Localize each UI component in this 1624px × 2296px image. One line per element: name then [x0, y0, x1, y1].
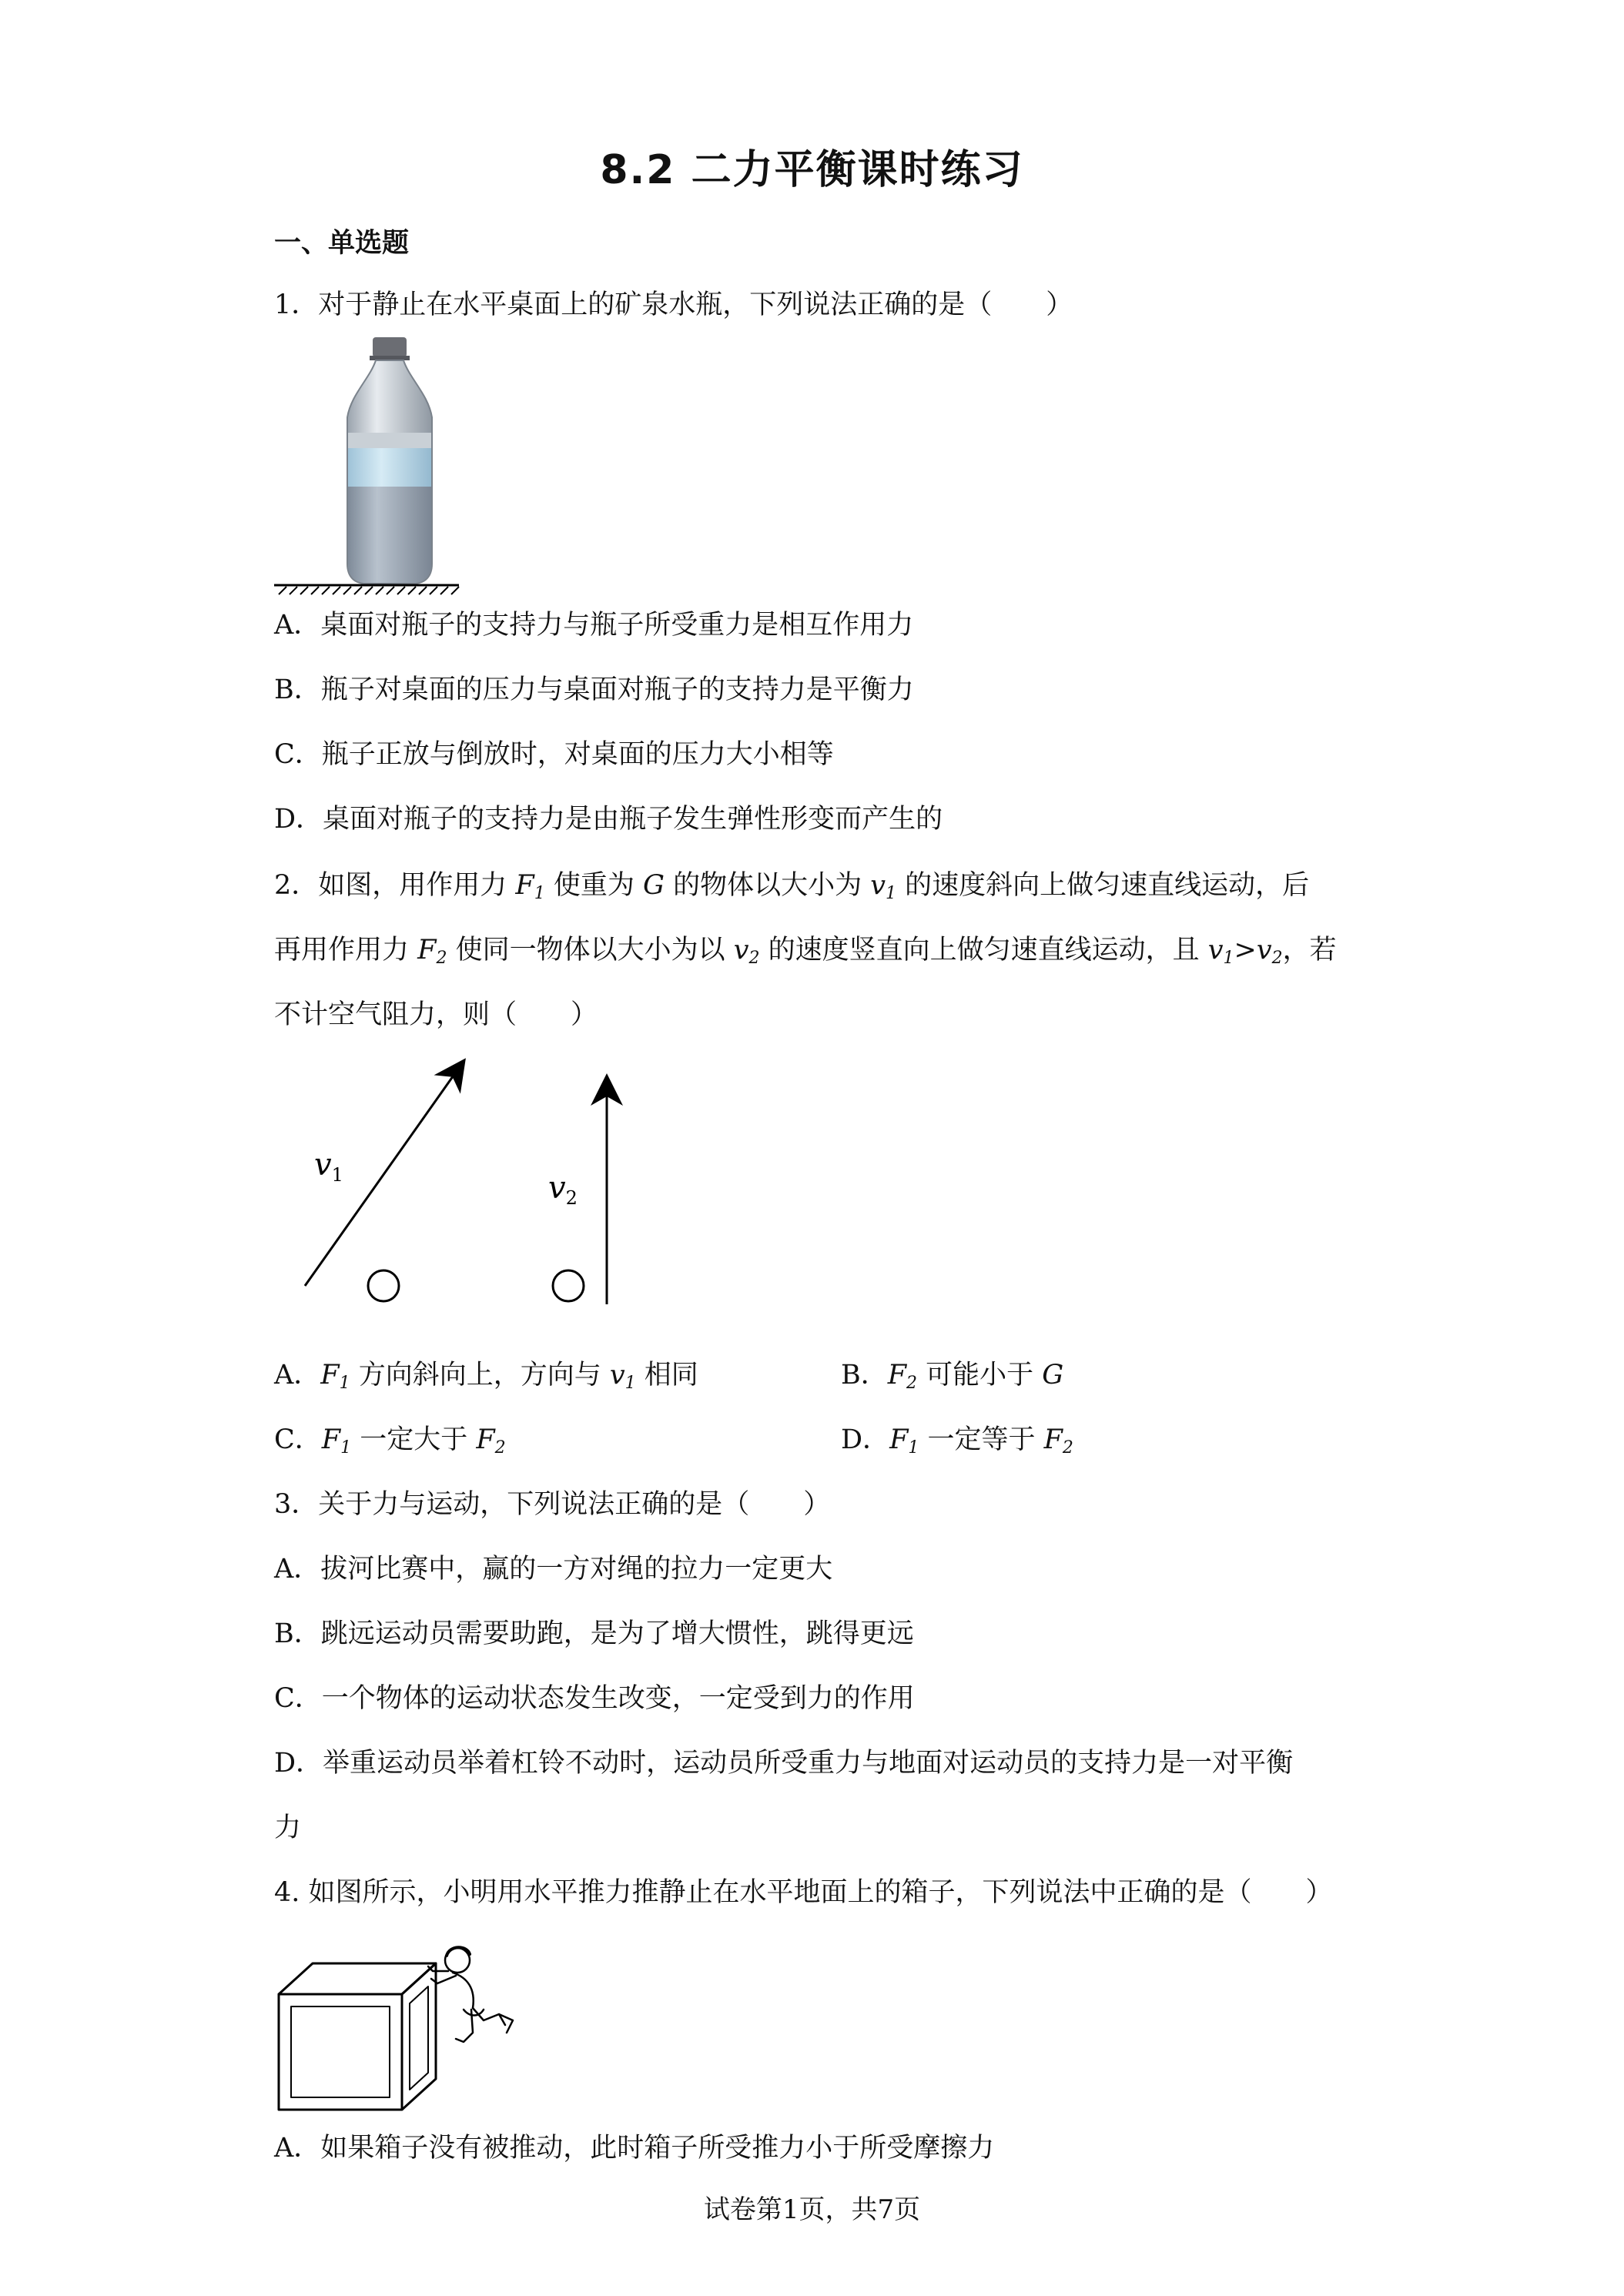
q3-option-a[interactable]: A．拔河比赛中，赢的一方对绳的拉力一定更大	[274, 1554, 833, 1585]
box-push-figure	[274, 1940, 528, 2125]
v2-label: $v_2$	[548, 1170, 578, 1209]
object-circle-2	[553, 1270, 584, 1301]
q1-option-a[interactable]: A．桌面对瓶子的支持力与瓶子所受重力是相互作用力	[274, 610, 914, 641]
q1-option-b[interactable]: B．瓶子对桌面的压力与桌面对瓶子的支持力是平衡力	[274, 674, 914, 705]
q2-option-a[interactable]: A．$F_1$ 方向斜向上，方向与 $v_1$ 相同	[274, 1360, 698, 1393]
bottle-cap	[373, 337, 407, 357]
page-footer: 试卷第1页，共7页	[703, 2194, 921, 2225]
q2-stem-line1: 2．如图，用作用力 $F_1$ 使重为 G 的物体以大小为 $v_1$ 的速度斜向上做匀速直线运动，后	[274, 870, 1310, 903]
q4-option-a[interactable]: A．如果箱子没有被推动，此时箱子所受推力小于所受摩擦力	[274, 2133, 995, 2164]
velocity-diagram	[300, 1055, 624, 1309]
q2-option-b[interactable]: B．$F_2$ 可能小于 G	[841, 1360, 1064, 1393]
q2-option-d[interactable]: D．$F_1$ 一定等于 $F_2$	[841, 1424, 1073, 1458]
q3-stem: 3．关于力与运动，下列说法正确的是（ ）	[274, 1489, 831, 1520]
water-bottle-figure	[274, 333, 459, 594]
q1-option-d[interactable]: D．桌面对瓶子的支持力是由瓶子发生弹性形变而产生的	[274, 804, 943, 835]
v1-label: $v_1$	[314, 1147, 343, 1186]
page-title: 8.2 二力平衡课时练习	[600, 147, 1024, 193]
q3-option-d[interactable]: D．举重运动员举着杠铃不动时，运动员所受重力与地面对运动员的支持力是一对平衡	[274, 1748, 1294, 1779]
section-heading: 一、单选题	[274, 228, 410, 259]
q1-option-c[interactable]: C．瓶子正放与倒放时，对桌面的压力大小相等	[274, 739, 834, 770]
q3-option-b[interactable]: B．跳远运动员需要助跑，是为了增大惯性，跳得更远	[274, 1618, 914, 1649]
q2-stem-line3: 不计空气阻力，则（ ）	[274, 999, 598, 1030]
q1-stem: 1．对于静止在水平桌面上的矿泉水瓶，下列说法正确的是（ ）	[274, 290, 1073, 320]
q3-option-d-cont: 力	[274, 1812, 302, 1843]
object-circle-1	[368, 1270, 399, 1301]
q2-stem-line2: 再用作用力 $F_2$ 使同一物体以大小为以 $v_2$ 的速度竖直向上做匀速直线运动，且 $v_1>v_2$，若	[274, 935, 1337, 968]
q3-option-c[interactable]: C．一个物体的运动状态发生改变，一定受到力的作用	[274, 1683, 915, 1714]
q4-stem: 4. 如图所示，小明用水平推力推静止在水平地面上的箱子，下列说法中正确的是（ ）	[274, 1877, 1333, 1908]
q2-option-c[interactable]: C．$F_1$ 一定大于 $F_2$	[274, 1424, 506, 1458]
